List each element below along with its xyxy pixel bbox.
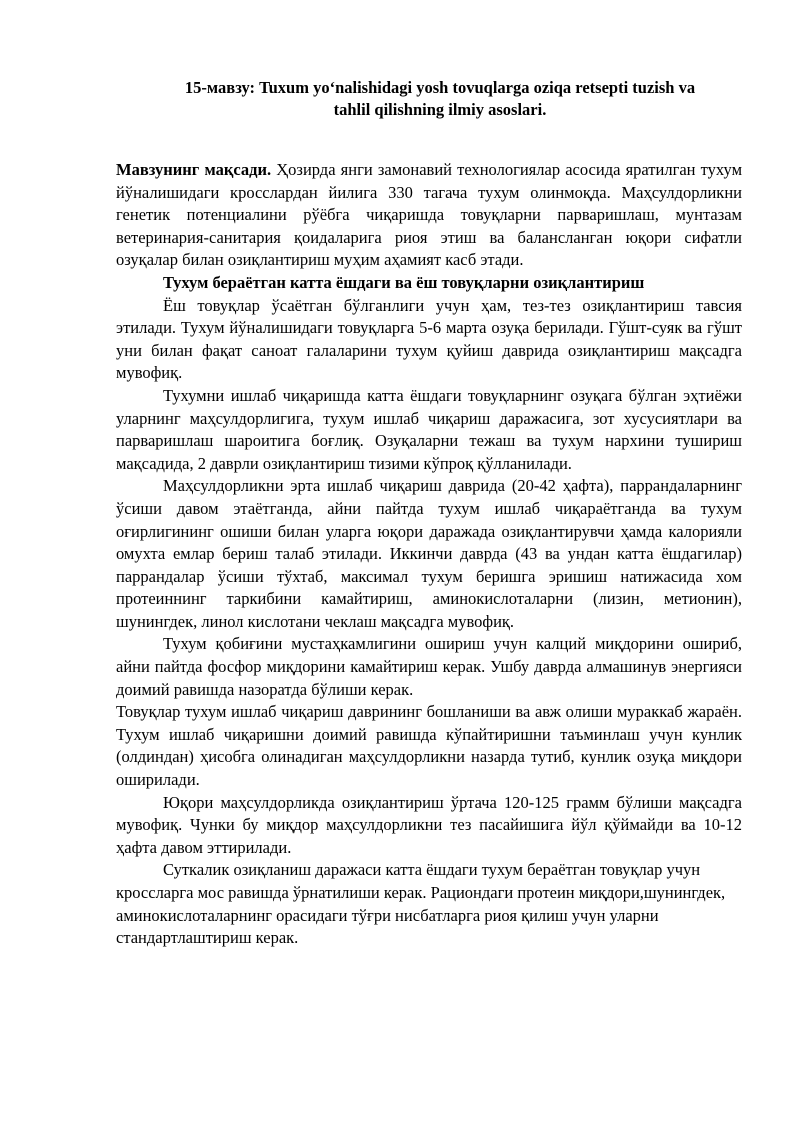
section-heading: Тухум бераётган катта ёшдаги ва ёш товуқларни озиқлантириш xyxy=(163,272,645,292)
body-paragraph-1: Ёш товуқлар ўсаётган бўлганлиги учун ҳам, тез-тез озиқлантириш тавсия этилади. Тухум йўналишидаги товуқларга 5-6 марта озуқа берилади. Гўшт-суяк ва гўшт уни билан фақат саноат галаларини тухум қуйиш даврида озиқлантириш мақсадга мувофиқ. xyxy=(116,295,742,383)
body-paragraph-6: Юқори маҳсулдорликда озиқлантириш ўртача 120-125 грамм бўлиши мақсадга мувофиқ. Чунки бу миқдор маҳсулдорликни тез пасайишига йўл қўймайди ва 10-12 ҳафта давом эттирилади. xyxy=(116,792,742,857)
goal-label: Мавзунинг мақсади. xyxy=(116,160,272,179)
body-paragraph-2: Тухумни ишлаб чиқаришда катта ёшдаги товуқларнинг озуқага бўлган эҳтиёжи уларнинг маҳсулдорлигига, тухум ишлаб чиқариш даражасига, зот хусусиятлари ва парваришлаш шароитига боғлиқ. Озуқаларни тежаш ва тухум нархини тушириш мақсадида, 2 даврли озиқлантириш тизими кўпроқ қўлланилади. xyxy=(116,385,742,473)
body-paragraph-3: Маҳсулдорликни эрта ишлаб чиқариш даврида (20-42 ҳафта), паррандаларнинг ўсиши давом этаётганда, айни пайтда тухум ишлаб чиқараётганда ва тухум оғирлигининг ошиши билан уларга юқори даражада озиқлантирувчи ҳамда калорияли омухта емлар бериш талаб этилади. Иккинчи даврда (43 ва ундан катта ёшдагилар) паррандалар ўсиши тўхтаб, максимал тухум беришга эришиш натижасида хом протеиннинг таркибини камайтириш, аминокислоталарни (лизин, метионин), шунингдек, линол кислотани чеклаш мақсадга мувофиқ. xyxy=(116,476,742,631)
body-paragraph-7: Суткалик озиқланиш даражаси катта ёшдаги тухум бераётган товуқлар учун кроссларга мос равишда ўрнатилиши керак. Рациондаги протеин миқдори,шунингдек, аминокислоталарнинг орасидаги тўғри нисбатларга риоя қилиш учун уларни стандартлаштириш керак. xyxy=(116,860,726,948)
page-title-line-1: 15-мавзу: Tuxum yoʻnalishidagi yosh tovuqlarga oziqa retsepti tuzish va xyxy=(184,78,696,97)
body-paragraph-4: Тухум қобиғини мустаҳкамлигини ошириш учун калций миқдорини ошириб, айни пайтда фосфор миқдорини камайтириш керак. Ушбу даврда алмашинув энергияси доимий равишда назоратда бўлиши керак. xyxy=(116,634,742,699)
goal-text: Ҳозирда янги замонавий технологиялар асосида яратилган тухум йўналишидаги кросслардан йилига 330 тагача тухум олинмоқда. Маҳсулдорликни генетик потенциалини рўёбга чиқаришда товуқларни парваришлаш, мунтазам ветеринария-санитария қоидаларига риоя этиш ва балансланган юқори сифатли озуқалар билан озиқлантириш муҳим аҳамият касб этади. xyxy=(116,160,743,270)
document-body xyxy=(116,159,742,950)
body-paragraph-5: Товуқлар тухум ишлаб чиқариш даврининг бошланиши ва авж олиши мураккаб жараён. Тухум ишлаб чиқаришни доимий равишда кўпайтиришни таъминлаш учун кунлик (олдиндан) ҳисобга олинадиган маҳсулдорликни назарда тутиб, кунлик озуқа миқдори оширилади. xyxy=(116,702,742,790)
goal-paragraph xyxy=(116,159,742,272)
page-title-line-2: tahlil qilishning ilmiy asoslari. xyxy=(333,100,547,119)
